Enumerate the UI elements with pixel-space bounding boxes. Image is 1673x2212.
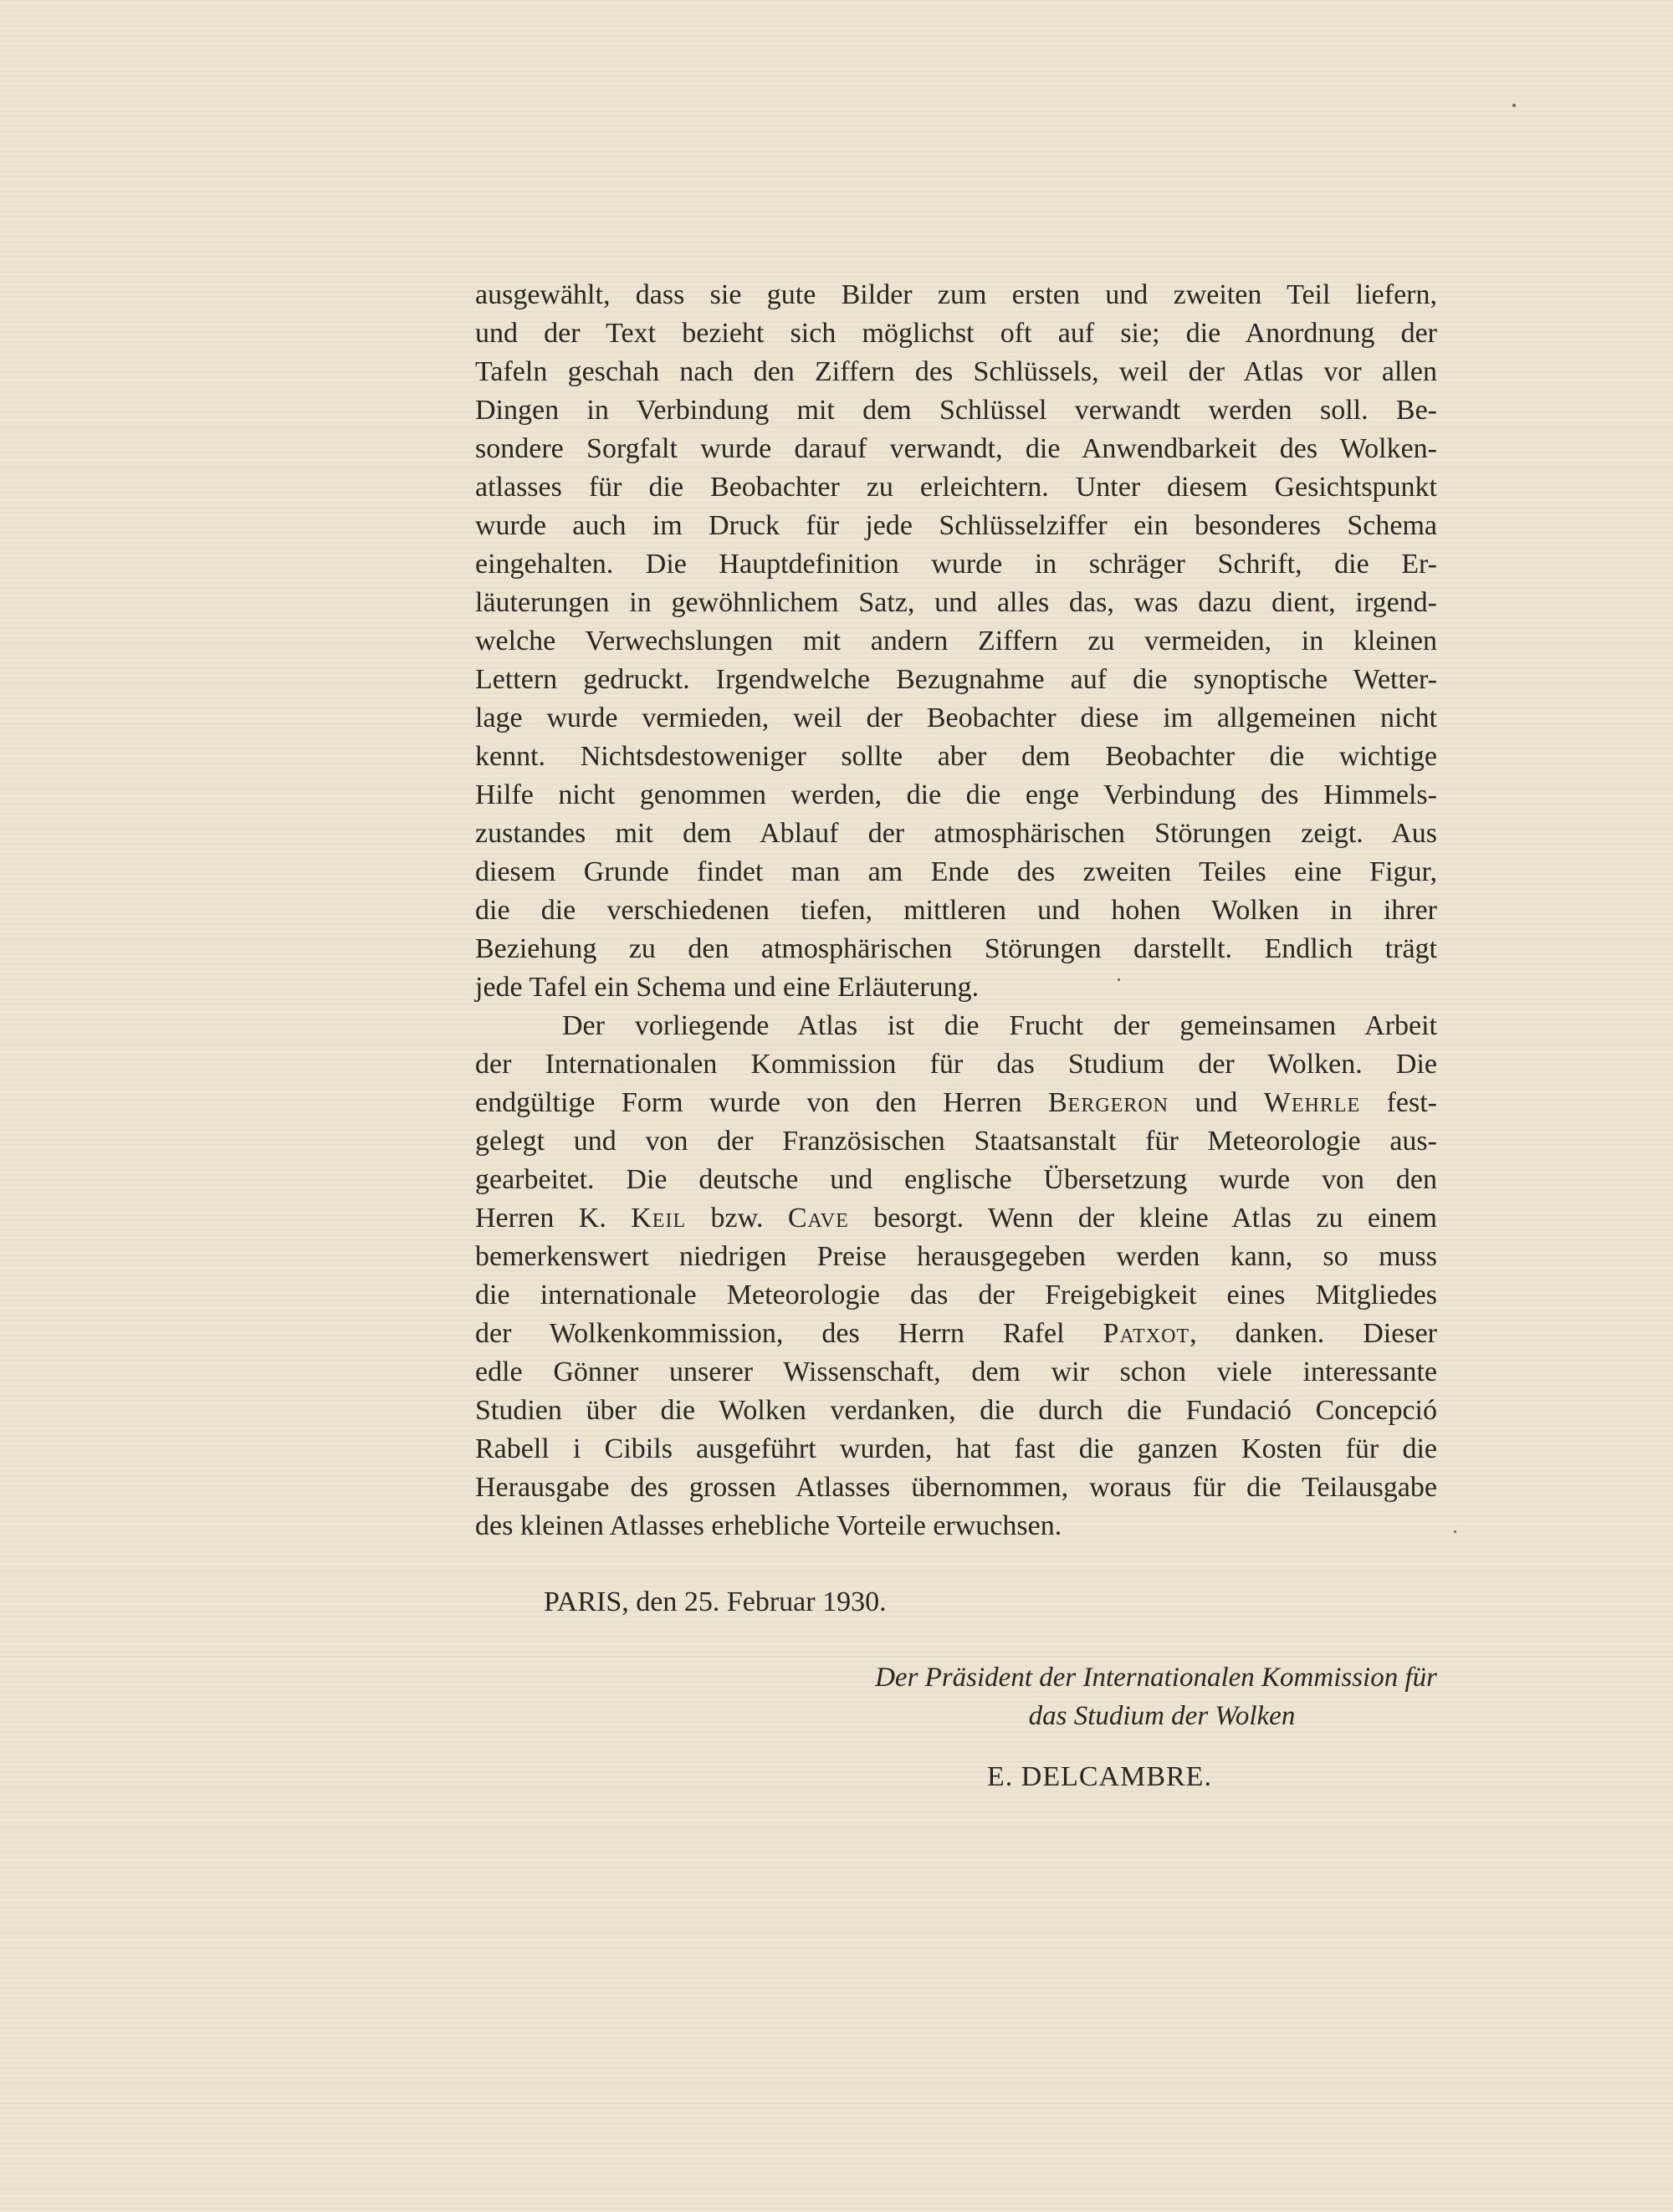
signature-title-line: das Studium der Wolken xyxy=(1028,1701,1296,1731)
signature-title xyxy=(753,1658,1437,1735)
paper-speck xyxy=(1454,1530,1456,1533)
body-line: Beziehung zu den atmosphärischen Störungen darstellt. Endlich trägt xyxy=(475,933,1437,964)
date-line: PARIS, den 25. Februar 1930. xyxy=(544,1586,887,1617)
body-line: der Internationalen Kommission für das Studium der Wolken. Die xyxy=(475,1049,1437,1080)
body-line: Rabell i Cibils ausgeführt wurden, hat fast die ganzen Kosten für die xyxy=(475,1433,1437,1464)
author-name-patxot: Patxot xyxy=(1103,1318,1190,1349)
author-name-keil: Keil xyxy=(631,1203,687,1234)
body-line: jede Tafel ein Schema und eine Erläuterung. xyxy=(475,972,980,1003)
body-line: und der Text bezieht sich möglichst oft auf sie; die Anordnung der xyxy=(475,318,1437,349)
body-line: gelegt und von der Französischen Staatsanstalt für Meteorologie aus- xyxy=(475,1126,1437,1157)
text-run: und xyxy=(1169,1087,1264,1118)
body-line: Hilfe nicht genommen werden, die die enge Verbindung des Himmels- xyxy=(475,779,1437,810)
body-line: Der vorliegende Atlas ist die Frucht der gemeinsamen Arbeit xyxy=(562,1010,1437,1041)
body-line xyxy=(475,1199,1437,1238)
body-text xyxy=(475,276,1437,1545)
text-run: der Wolkenkommission, des Herrn Rafel xyxy=(475,1318,1103,1349)
author-name-wehrle: Wehrle xyxy=(1263,1087,1361,1118)
body-line xyxy=(475,1315,1437,1353)
paper-speck xyxy=(1512,104,1516,107)
text-run: Herren K. xyxy=(475,1203,632,1234)
body-line: läuterungen in gewöhnlichem Satz, und alles das, was dazu dient, irgend- xyxy=(475,587,1437,618)
body-line xyxy=(475,1084,1437,1122)
paper-speck xyxy=(1118,978,1120,981)
body-line: diesem Grunde findet man am Ende des zweiten Teiles eine Figur, xyxy=(475,856,1437,887)
body-line: Dingen in Verbindung mit dem Schlüssel verwandt werden soll. Be- xyxy=(475,395,1437,426)
signature-title-line: Der Präsident der Internationalen Kommission für xyxy=(875,1663,1437,1693)
text-run: besorgt. Wenn der kleine Atlas zu einem xyxy=(848,1203,1437,1234)
text-run: endgültige Form wurde von den Herren xyxy=(475,1087,1048,1118)
body-line: eingehalten. Die Hauptdefinition wurde in schräger Schrift, die Er- xyxy=(475,549,1437,580)
body-line: gearbeitet. Die deutsche und englische Übersetzung wurde von den xyxy=(475,1164,1437,1195)
body-line: welche Verwechslungen mit andern Ziffern zu vermeiden, in kleinen xyxy=(475,626,1437,656)
body-line: sondere Sorgfalt wurde darauf verwandt, die Anwendbarkeit des Wolken- xyxy=(475,433,1437,464)
text-run: , danken. Dieser xyxy=(1190,1318,1437,1349)
author-name-bergeron: Bergeron xyxy=(1047,1087,1169,1118)
author-name-cave: Cave xyxy=(787,1203,849,1234)
body-line: des kleinen Atlasses erhebliche Vorteile erwuchsen. xyxy=(475,1510,1062,1541)
body-line: die die verschiedenen tiefen, mittleren und hohen Wolken in ihrer xyxy=(475,895,1437,926)
body-line: die internationale Meteorologie das der Freigebigkeit eines Mitgliedes xyxy=(475,1280,1437,1310)
body-line: ausgewählt, dass sie gute Bilder zum ersten und zweiten Teil liefern, xyxy=(475,279,1437,310)
body-line: Herausgabe des grossen Atlasses übernommen, woraus für die Teilausgabe xyxy=(475,1472,1437,1503)
body-line: Tafeln geschah nach den Ziffern des Schlüssels, weil der Atlas vor allen xyxy=(475,356,1437,387)
body-line: wurde auch im Druck für jede Schlüsselziffer ein besonderes Schema xyxy=(475,510,1437,541)
body-line: bemerkenswert niedrigen Preise herausgegeben werden kann, so muss xyxy=(475,1241,1437,1272)
body-line: Lettern gedruckt. Irgendwelche Bezugnahme auf die synoptische Wetter- xyxy=(475,664,1437,695)
body-line: kennt. Nichtsdestoweniger sollte aber dem Beobachter die wichtige xyxy=(475,741,1437,772)
body-line: edle Gönner unserer Wissenschaft, dem wir schon viele interessante xyxy=(475,1356,1437,1387)
body-line: lage wurde vermieden, weil der Beobachter diese im allgemeinen nicht xyxy=(475,702,1437,733)
body-line: zustandes mit dem Ablauf der atmosphärischen Störungen zeigt. Aus xyxy=(475,818,1437,849)
body-line: Studien über die Wolken verdanken, die durch die Fundació Concepció xyxy=(475,1395,1437,1426)
body-line: atlasses für die Beobachter zu erleichtern. Unter diesem Gesichtspunkt xyxy=(475,472,1437,503)
signer-name: E. DELCAMBRE. xyxy=(987,1761,1212,1792)
text-run: bzw. xyxy=(686,1203,788,1234)
text-run: fest- xyxy=(1360,1087,1438,1118)
